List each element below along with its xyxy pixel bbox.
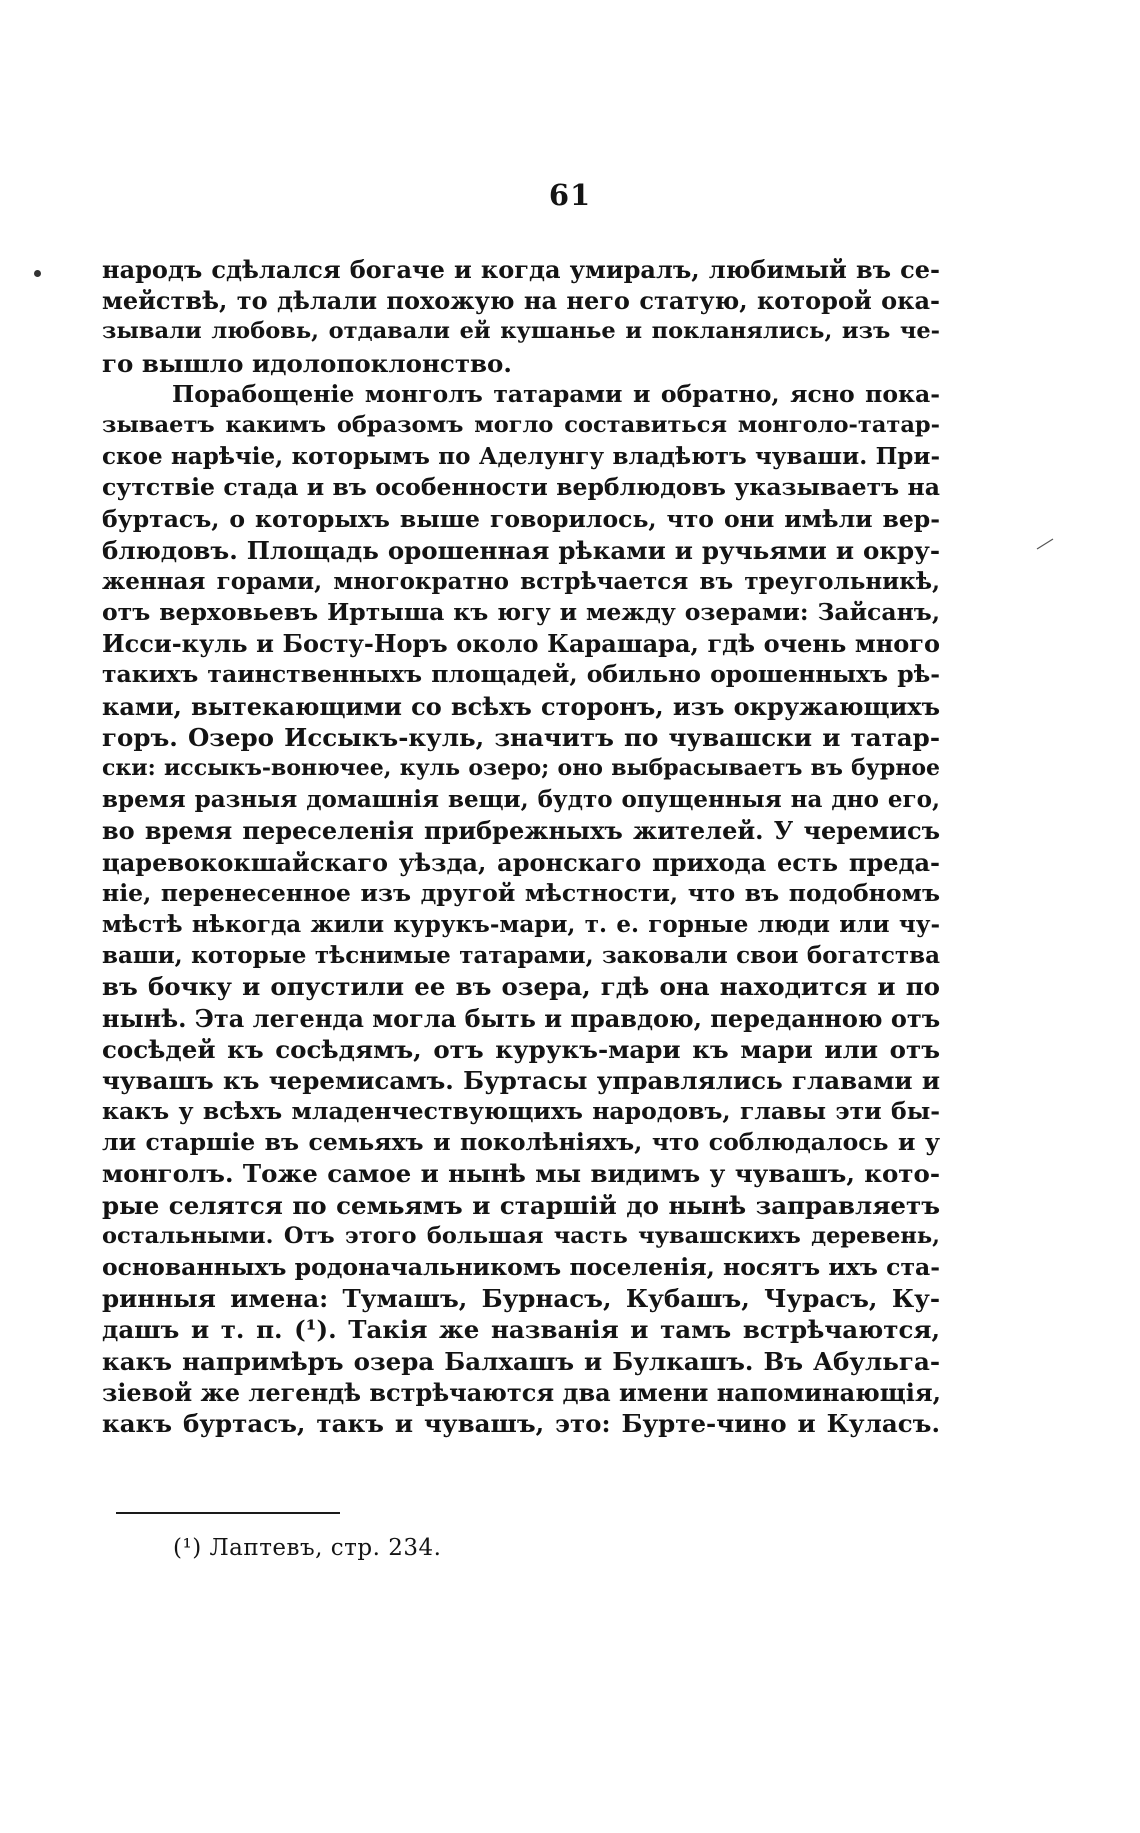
text-line: женная горами, многократно встрѣчается въ треугольникѣ, [102, 567, 940, 595]
text-line: во время переселенія прибрежныхъ жителей. У черемисъ [102, 816, 940, 846]
text-line: дашъ и т. п. (¹). Такія же названія и тамъ встрѣчаются, [102, 1315, 940, 1345]
footnote-separator [116, 1512, 340, 1514]
text-line: сосѣдей къ сосѣдямъ, отъ курукъ-мари къ мари или отъ [102, 1034, 940, 1064]
text-line: сутствіе стада и въ особенности верблюдовъ указываетъ на [102, 473, 940, 502]
text-line: мѣстѣ нѣкогда жили курукъ-мари, т. е. горные люди или чу- [102, 910, 940, 938]
text-line: народъ сдѣлался богаче и когда умиралъ, любимый въ се- [102, 255, 940, 284]
text-line: чувашъ къ черемисамъ. Буртасы управлялись главами и [102, 1065, 940, 1095]
text-line: время разныя домашнія вещи, будто опущенныя на дно его, [102, 786, 940, 814]
text-line: какъ буртасъ, такъ и чувашъ, это: Бурте-чино и Куласъ. [102, 1408, 940, 1438]
margin-pencil-mark [1036, 538, 1054, 550]
text-line: какъ у всѣхъ младенчествующихъ народовъ, главы эти бы- [102, 1097, 940, 1126]
text-line: зываетъ какимъ образомъ могло составиться монголо-татар- [102, 411, 940, 438]
text-line: блюдовъ. Площадь орошенная рѣками и ручьями и окру- [102, 535, 940, 565]
text-line: царевококшайскаго уѣзда, аронскаго прихода есть преда- [102, 847, 940, 877]
text-line: мействѣ, то дѣлали похожую на него статую, которой ока- [102, 286, 940, 316]
text-line: рые селятся по семьямъ и старшій до нынѣ заправляетъ [102, 1190, 940, 1220]
text-line: основанныхъ родоначальникомъ поселенія, носятъ ихъ ста- [102, 1253, 940, 1281]
text-line: зывали любовь, отдавали ей кушанье и покланялись, изъ че- [102, 318, 940, 345]
text-line: ли старшіе въ семьяхъ и поколѣніяхъ, что соблюдалось и у [102, 1128, 940, 1157]
footnote: (¹) Лаптевъ, стр. 234. [173, 1535, 442, 1561]
text-line: ваши, которые тѣснимые татарами, заковали свои богатства [102, 942, 940, 970]
text-line: буртасъ, о которыхъ выше говорилось, что они имѣли вер- [102, 504, 940, 533]
body-text [102, 254, 940, 1439]
text-line: какъ напримѣръ озера Балхашъ и Булкашъ. Въ Абульга- [102, 1346, 940, 1376]
text-line: зіевой же легендѣ встрѣчаются два имени напоминающія, [102, 1377, 941, 1407]
text-line: отъ верховьевъ Иртыша къ югу и между озерами: Зайсанъ, [102, 598, 940, 627]
text-line: ское нарѣчіе, которымъ по Аделунгу владѣютъ чуваши. При- [102, 443, 940, 471]
text-line: ски: иссыкъ-вонючее, куль озеро; оно выбрасываетъ въ бурное [102, 755, 940, 781]
text-line: нынѣ. Эта легенда могла быть и правдою, переданною отъ [102, 1003, 941, 1033]
text-line: горъ. Озеро Иссыкъ-куль, значитъ по чувашски и татар- [102, 722, 940, 752]
text-line: Порабощеніе монголъ татарами и обратно, ясно пока- [172, 379, 940, 408]
text-line: въ бочку и опустили ее въ озера, гдѣ она находится и по [102, 972, 940, 1002]
page-number: 61 [548, 178, 592, 212]
text-line: го вышло идолопоклонство. [102, 348, 512, 378]
text-line: монголъ. Тоже самое и нынѣ мы видимъ у чувашъ, кото- [102, 1159, 940, 1189]
text-line: остальными. Отъ этого большая часть чувашскихъ деревень, [102, 1222, 940, 1249]
text-line: такихъ таинственныхъ площадей, обильно орошенныхъ рѣ- [102, 660, 940, 689]
margin-dot-mark [34, 270, 41, 277]
text-line: ринныя имена: Тумашъ, Бурнасъ, Кубашъ, Чурасъ, Ку- [102, 1284, 940, 1314]
text-line: ніе, перенесенное изъ другой мѣстности, что въ подобномъ [102, 878, 940, 907]
text-line: Исси-куль и Босту-Норъ около Карашара, гдѣ очень много [102, 629, 940, 659]
text-line: ками, вытекающими со всѣхъ сторонъ, изъ окружающихъ [102, 691, 940, 721]
